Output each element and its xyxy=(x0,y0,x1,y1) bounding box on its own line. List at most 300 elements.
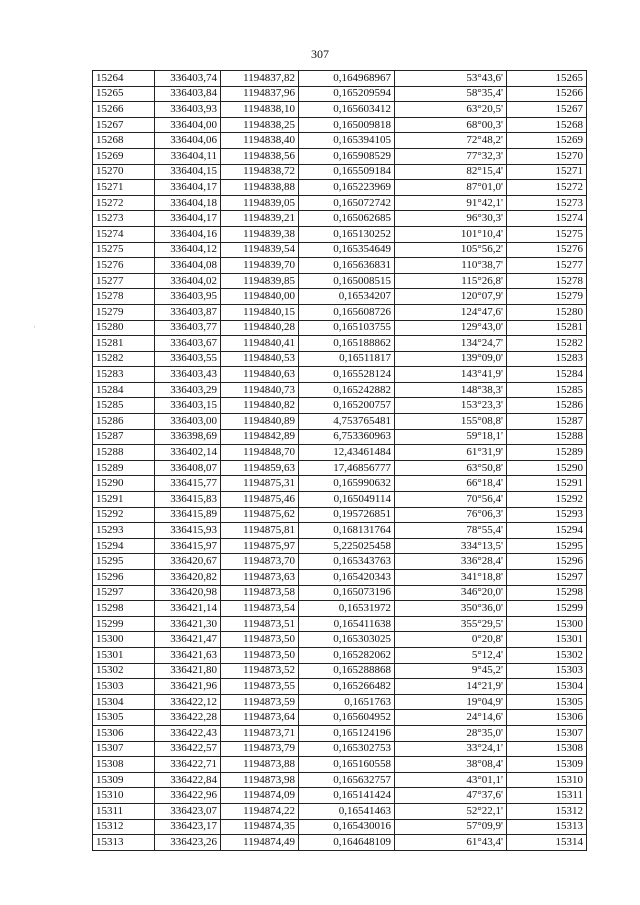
x-coordinate-cell: 336403,87 xyxy=(155,304,221,320)
x-coordinate-cell: 336408,07 xyxy=(155,460,221,476)
table-row xyxy=(93,445,587,461)
table-row xyxy=(93,835,587,851)
direction-angle-cell: 110°38,7' xyxy=(395,258,507,274)
table-row xyxy=(93,803,587,819)
next-point-number-cell: 15286 xyxy=(507,398,587,414)
next-point-number-cell: 15267 xyxy=(507,102,587,118)
table-row xyxy=(93,180,587,196)
x-coordinate-cell: 336404,16 xyxy=(155,226,221,242)
direction-angle-cell: 124°47,6' xyxy=(395,304,507,320)
distance-cell: 0,165009818 xyxy=(299,117,395,133)
x-coordinate-cell: 336415,93 xyxy=(155,523,221,539)
table-row xyxy=(93,460,587,476)
distance-cell: 0,165103755 xyxy=(299,320,395,336)
direction-angle-cell: 82°15,4' xyxy=(395,164,507,180)
point-number-cell: 15265 xyxy=(93,86,155,102)
direction-angle-cell: 334°13,5' xyxy=(395,538,507,554)
point-number-cell: 15286 xyxy=(93,414,155,430)
next-point-number-cell: 15276 xyxy=(507,242,587,258)
table-row xyxy=(93,772,587,788)
point-number-cell: 15275 xyxy=(93,242,155,258)
y-coordinate-cell: 1194837,82 xyxy=(221,71,299,87)
direction-angle-cell: 155°08,8' xyxy=(395,414,507,430)
point-number-cell: 15310 xyxy=(93,788,155,804)
next-point-number-cell: 15285 xyxy=(507,382,587,398)
next-point-number-cell: 15277 xyxy=(507,258,587,274)
direction-angle-cell: 9°45,2' xyxy=(395,663,507,679)
x-coordinate-cell: 336422,96 xyxy=(155,788,221,804)
next-point-number-cell: 15302 xyxy=(507,647,587,663)
table-body xyxy=(93,71,587,851)
point-number-cell: 15294 xyxy=(93,538,155,554)
x-coordinate-cell: 336403,00 xyxy=(155,414,221,430)
point-number-cell: 15287 xyxy=(93,429,155,445)
direction-angle-cell: 153°23,3' xyxy=(395,398,507,414)
table-row xyxy=(93,336,587,352)
next-point-number-cell: 15307 xyxy=(507,725,587,741)
next-point-number-cell: 15266 xyxy=(507,86,587,102)
y-coordinate-cell: 1194873,51 xyxy=(221,616,299,632)
table-row xyxy=(93,86,587,102)
table-row xyxy=(93,632,587,648)
x-coordinate-cell: 336421,63 xyxy=(155,647,221,663)
x-coordinate-cell: 336404,11 xyxy=(155,148,221,164)
direction-angle-cell: 105°56,2' xyxy=(395,242,507,258)
table-row xyxy=(93,694,587,710)
next-point-number-cell: 15265 xyxy=(507,71,587,87)
distance-cell: 0,165302753 xyxy=(299,741,395,757)
point-number-cell: 15282 xyxy=(93,351,155,367)
x-coordinate-cell: 336415,97 xyxy=(155,538,221,554)
y-coordinate-cell: 1194875,97 xyxy=(221,538,299,554)
table-row xyxy=(93,757,587,773)
table-row xyxy=(93,164,587,180)
x-coordinate-cell: 336398,69 xyxy=(155,429,221,445)
next-point-number-cell: 15268 xyxy=(507,117,587,133)
next-point-number-cell: 15304 xyxy=(507,679,587,695)
y-coordinate-cell: 1194873,98 xyxy=(221,772,299,788)
direction-angle-cell: 77°32,3' xyxy=(395,148,507,164)
table-row xyxy=(93,492,587,508)
x-coordinate-cell: 336422,12 xyxy=(155,694,221,710)
x-coordinate-cell: 336403,74 xyxy=(155,71,221,87)
point-number-cell: 15278 xyxy=(93,289,155,305)
direction-angle-cell: 134°24,7' xyxy=(395,336,507,352)
point-number-cell: 15289 xyxy=(93,460,155,476)
x-coordinate-cell: 336420,98 xyxy=(155,585,221,601)
next-point-number-cell: 15278 xyxy=(507,273,587,289)
next-point-number-cell: 15270 xyxy=(507,148,587,164)
point-number-cell: 15306 xyxy=(93,725,155,741)
x-coordinate-cell: 336421,30 xyxy=(155,616,221,632)
table-row xyxy=(93,476,587,492)
distance-cell: 0,165072742 xyxy=(299,195,395,211)
point-number-cell: 15264 xyxy=(93,71,155,87)
table-row xyxy=(93,554,587,570)
x-coordinate-cell: 336403,67 xyxy=(155,336,221,352)
y-coordinate-cell: 1194838,88 xyxy=(221,180,299,196)
x-coordinate-cell: 336403,29 xyxy=(155,382,221,398)
distance-cell: 0,164648109 xyxy=(299,835,395,851)
next-point-number-cell: 15271 xyxy=(507,164,587,180)
direction-angle-cell: 72°48,2' xyxy=(395,133,507,149)
point-number-cell: 15300 xyxy=(93,632,155,648)
x-coordinate-cell: 336404,17 xyxy=(155,211,221,227)
table-row xyxy=(93,398,587,414)
distance-cell: 0,16541463 xyxy=(299,803,395,819)
table-row xyxy=(93,117,587,133)
point-number-cell: 15269 xyxy=(93,148,155,164)
y-coordinate-cell: 1194840,53 xyxy=(221,351,299,367)
table-row xyxy=(93,710,587,726)
page-number: 307 xyxy=(311,47,329,61)
direction-angle-cell: 38°08,4' xyxy=(395,757,507,773)
y-coordinate-cell: 1194873,71 xyxy=(221,725,299,741)
x-coordinate-cell: 336404,00 xyxy=(155,117,221,133)
table-row xyxy=(93,741,587,757)
table-row xyxy=(93,148,587,164)
direction-angle-cell: 96°30,3' xyxy=(395,211,507,227)
direction-angle-cell: 5°12,4' xyxy=(395,647,507,663)
table-row xyxy=(93,133,587,149)
next-point-number-cell: 15289 xyxy=(507,445,587,461)
distance-cell: 0,165632757 xyxy=(299,772,395,788)
point-number-cell: 15277 xyxy=(93,273,155,289)
distance-cell: 0,165603412 xyxy=(299,102,395,118)
x-coordinate-cell: 336403,43 xyxy=(155,367,221,383)
point-number-cell: 15276 xyxy=(93,258,155,274)
x-coordinate-cell: 336423,26 xyxy=(155,835,221,851)
table-row xyxy=(93,102,587,118)
y-coordinate-cell: 1194839,05 xyxy=(221,195,299,211)
table-row xyxy=(93,382,587,398)
table-row xyxy=(93,211,587,227)
point-number-cell: 15293 xyxy=(93,523,155,539)
margin-mark: · xyxy=(33,322,36,332)
next-point-number-cell: 15311 xyxy=(507,788,587,804)
point-number-cell: 15279 xyxy=(93,304,155,320)
next-point-number-cell: 15275 xyxy=(507,226,587,242)
y-coordinate-cell: 1194873,64 xyxy=(221,710,299,726)
x-coordinate-cell: 336423,07 xyxy=(155,803,221,819)
point-number-cell: 15313 xyxy=(93,835,155,851)
distance-cell: 4,753765481 xyxy=(299,414,395,430)
table-row xyxy=(93,226,587,242)
y-coordinate-cell: 1194873,55 xyxy=(221,679,299,695)
next-point-number-cell: 15292 xyxy=(507,492,587,508)
distance-cell: 0,168131764 xyxy=(299,523,395,539)
x-coordinate-cell: 336420,67 xyxy=(155,554,221,570)
point-number-cell: 15283 xyxy=(93,367,155,383)
x-coordinate-cell: 336404,08 xyxy=(155,258,221,274)
direction-angle-cell: 61°43,4' xyxy=(395,835,507,851)
distance-cell: 0,165420343 xyxy=(299,570,395,586)
point-number-cell: 15303 xyxy=(93,679,155,695)
point-number-cell: 15274 xyxy=(93,226,155,242)
point-number-cell: 15305 xyxy=(93,710,155,726)
next-point-number-cell: 15279 xyxy=(507,289,587,305)
next-point-number-cell: 15314 xyxy=(507,835,587,851)
distance-cell: 0,165528124 xyxy=(299,367,395,383)
direction-angle-cell: 0°20,8' xyxy=(395,632,507,648)
x-coordinate-cell: 336403,55 xyxy=(155,351,221,367)
distance-cell: 0,16531972 xyxy=(299,601,395,617)
direction-angle-cell: 355°29,5' xyxy=(395,616,507,632)
next-point-number-cell: 15283 xyxy=(507,351,587,367)
y-coordinate-cell: 1194874,49 xyxy=(221,835,299,851)
x-coordinate-cell: 336422,43 xyxy=(155,725,221,741)
distance-cell: 0,165908529 xyxy=(299,148,395,164)
distance-cell: 0,195726851 xyxy=(299,507,395,523)
direction-angle-cell: 341°18,8' xyxy=(395,570,507,586)
x-coordinate-cell: 336402,14 xyxy=(155,445,221,461)
next-point-number-cell: 15282 xyxy=(507,336,587,352)
next-point-number-cell: 15312 xyxy=(507,803,587,819)
table-row xyxy=(93,570,587,586)
point-number-cell: 15270 xyxy=(93,164,155,180)
y-coordinate-cell: 1194838,25 xyxy=(221,117,299,133)
point-number-cell: 15291 xyxy=(93,492,155,508)
direction-angle-cell: 59°18,1' xyxy=(395,429,507,445)
distance-cell: 0,165990632 xyxy=(299,476,395,492)
direction-angle-cell: 76°06,3' xyxy=(395,507,507,523)
table-row xyxy=(93,585,587,601)
x-coordinate-cell: 336404,18 xyxy=(155,195,221,211)
direction-angle-cell: 47°37,6' xyxy=(395,788,507,804)
distance-cell: 0,165073196 xyxy=(299,585,395,601)
distance-cell: 0,165049114 xyxy=(299,492,395,508)
point-number-cell: 15266 xyxy=(93,102,155,118)
x-coordinate-cell: 336422,57 xyxy=(155,741,221,757)
next-point-number-cell: 15284 xyxy=(507,367,587,383)
point-number-cell: 15304 xyxy=(93,694,155,710)
point-number-cell: 15296 xyxy=(93,570,155,586)
y-coordinate-cell: 1194838,40 xyxy=(221,133,299,149)
table-row xyxy=(93,242,587,258)
table-row xyxy=(93,273,587,289)
distance-cell: 0,164968967 xyxy=(299,71,395,87)
table-row xyxy=(93,367,587,383)
direction-angle-cell: 101°10,4' xyxy=(395,226,507,242)
direction-angle-cell: 350°36,0' xyxy=(395,601,507,617)
distance-cell: 0,165242882 xyxy=(299,382,395,398)
direction-angle-cell: 19°04,9' xyxy=(395,694,507,710)
next-point-number-cell: 15308 xyxy=(507,741,587,757)
direction-angle-cell: 78°55,4' xyxy=(395,523,507,539)
direction-angle-cell: 148°38,3' xyxy=(395,382,507,398)
distance-cell: 0,165209594 xyxy=(299,86,395,102)
y-coordinate-cell: 1194840,89 xyxy=(221,414,299,430)
table-row xyxy=(93,414,587,430)
y-coordinate-cell: 1194874,09 xyxy=(221,788,299,804)
table-row xyxy=(93,351,587,367)
y-coordinate-cell: 1194842,89 xyxy=(221,429,299,445)
direction-angle-cell: 129°43,0' xyxy=(395,320,507,336)
next-point-number-cell: 15298 xyxy=(507,585,587,601)
y-coordinate-cell: 1194838,10 xyxy=(221,102,299,118)
distance-cell: 6,753360963 xyxy=(299,429,395,445)
y-coordinate-cell: 1194840,41 xyxy=(221,336,299,352)
next-point-number-cell: 15296 xyxy=(507,554,587,570)
distance-cell: 0,165141424 xyxy=(299,788,395,804)
table-row xyxy=(93,71,587,87)
distance-cell: 0,165200757 xyxy=(299,398,395,414)
point-number-cell: 15301 xyxy=(93,647,155,663)
distance-cell: 0,165604952 xyxy=(299,710,395,726)
x-coordinate-cell: 336415,89 xyxy=(155,507,221,523)
y-coordinate-cell: 1194840,15 xyxy=(221,304,299,320)
distance-cell: 0,165343763 xyxy=(299,554,395,570)
next-point-number-cell: 15272 xyxy=(507,180,587,196)
next-point-number-cell: 15273 xyxy=(507,195,587,211)
next-point-number-cell: 15313 xyxy=(507,819,587,835)
direction-angle-cell: 57°09,9' xyxy=(395,819,507,835)
point-number-cell: 15288 xyxy=(93,445,155,461)
y-coordinate-cell: 1194859,63 xyxy=(221,460,299,476)
y-coordinate-cell: 1194848,70 xyxy=(221,445,299,461)
y-coordinate-cell: 1194873,79 xyxy=(221,741,299,757)
point-number-cell: 15281 xyxy=(93,336,155,352)
direction-angle-cell: 63°50,8' xyxy=(395,460,507,476)
point-number-cell: 15271 xyxy=(93,180,155,196)
table-row xyxy=(93,258,587,274)
table-row xyxy=(93,304,587,320)
x-coordinate-cell: 336404,17 xyxy=(155,180,221,196)
next-point-number-cell: 15287 xyxy=(507,414,587,430)
table-row xyxy=(93,538,587,554)
distance-cell: 0,165266482 xyxy=(299,679,395,695)
direction-angle-cell: 61°31,9' xyxy=(395,445,507,461)
point-number-cell: 15292 xyxy=(93,507,155,523)
distance-cell: 0,16511817 xyxy=(299,351,395,367)
x-coordinate-cell: 336415,83 xyxy=(155,492,221,508)
point-number-cell: 15299 xyxy=(93,616,155,632)
y-coordinate-cell: 1194840,00 xyxy=(221,289,299,305)
direction-angle-cell: 43°01,1' xyxy=(395,772,507,788)
direction-angle-cell: 70°56,4' xyxy=(395,492,507,508)
distance-cell: 12,43461484 xyxy=(299,445,395,461)
x-coordinate-cell: 336421,80 xyxy=(155,663,221,679)
point-number-cell: 15311 xyxy=(93,803,155,819)
distance-cell: 0,165062685 xyxy=(299,211,395,227)
table-row xyxy=(93,320,587,336)
distance-cell: 0,165130252 xyxy=(299,226,395,242)
next-point-number-cell: 15291 xyxy=(507,476,587,492)
distance-cell: 5,225025458 xyxy=(299,538,395,554)
point-number-cell: 15307 xyxy=(93,741,155,757)
next-point-number-cell: 15309 xyxy=(507,757,587,773)
next-point-number-cell: 15306 xyxy=(507,710,587,726)
direction-angle-cell: 139°09,0' xyxy=(395,351,507,367)
distance-cell: 0,165008515 xyxy=(299,273,395,289)
x-coordinate-cell: 336422,84 xyxy=(155,772,221,788)
direction-angle-cell: 336°28,4' xyxy=(395,554,507,570)
point-number-cell: 15297 xyxy=(93,585,155,601)
y-coordinate-cell: 1194839,54 xyxy=(221,242,299,258)
distance-cell: 0,165411638 xyxy=(299,616,395,632)
next-point-number-cell: 15310 xyxy=(507,772,587,788)
x-coordinate-cell: 336404,12 xyxy=(155,242,221,258)
y-coordinate-cell: 1194839,85 xyxy=(221,273,299,289)
next-point-number-cell: 15288 xyxy=(507,429,587,445)
y-coordinate-cell: 1194873,54 xyxy=(221,601,299,617)
next-point-number-cell: 15305 xyxy=(507,694,587,710)
y-coordinate-cell: 1194839,21 xyxy=(221,211,299,227)
direction-angle-cell: 24°14,6' xyxy=(395,710,507,726)
next-point-number-cell: 15303 xyxy=(507,663,587,679)
next-point-number-cell: 15293 xyxy=(507,507,587,523)
x-coordinate-cell: 336403,15 xyxy=(155,398,221,414)
distance-cell: 0,165430016 xyxy=(299,819,395,835)
distance-cell: 0,165303025 xyxy=(299,632,395,648)
y-coordinate-cell: 1194873,52 xyxy=(221,663,299,679)
x-coordinate-cell: 336403,84 xyxy=(155,86,221,102)
next-point-number-cell: 15297 xyxy=(507,570,587,586)
table-row xyxy=(93,679,587,695)
direction-angle-cell: 14°21,9' xyxy=(395,679,507,695)
distance-cell: 0,165608726 xyxy=(299,304,395,320)
distance-cell: 0,165636831 xyxy=(299,258,395,274)
table-row xyxy=(93,195,587,211)
point-number-cell: 15295 xyxy=(93,554,155,570)
x-coordinate-cell: 336415,77 xyxy=(155,476,221,492)
next-point-number-cell: 15280 xyxy=(507,304,587,320)
y-coordinate-cell: 1194873,58 xyxy=(221,585,299,601)
distance-cell: 0,165509184 xyxy=(299,164,395,180)
distance-cell: 0,16534207 xyxy=(299,289,395,305)
y-coordinate-cell: 1194875,62 xyxy=(221,507,299,523)
direction-angle-cell: 33°24,1' xyxy=(395,741,507,757)
y-coordinate-cell: 1194875,81 xyxy=(221,523,299,539)
point-number-cell: 15290 xyxy=(93,476,155,492)
y-coordinate-cell: 1194839,70 xyxy=(221,258,299,274)
table-row xyxy=(93,507,587,523)
distance-cell: 0,165394105 xyxy=(299,133,395,149)
next-point-number-cell: 15295 xyxy=(507,538,587,554)
x-coordinate-cell: 336420,82 xyxy=(155,570,221,586)
next-point-number-cell: 15301 xyxy=(507,632,587,648)
y-coordinate-cell: 1194840,73 xyxy=(221,382,299,398)
y-coordinate-cell: 1194873,59 xyxy=(221,694,299,710)
table-row xyxy=(93,788,587,804)
y-coordinate-cell: 1194875,46 xyxy=(221,492,299,508)
point-number-cell: 15268 xyxy=(93,133,155,149)
table-row xyxy=(93,647,587,663)
point-number-cell: 15308 xyxy=(93,757,155,773)
point-number-cell: 15312 xyxy=(93,819,155,835)
point-number-cell: 15298 xyxy=(93,601,155,617)
direction-angle-cell: 115°26,8' xyxy=(395,273,507,289)
next-point-number-cell: 15300 xyxy=(507,616,587,632)
next-point-number-cell: 15299 xyxy=(507,601,587,617)
table-row xyxy=(93,616,587,632)
distance-cell: 0,165282062 xyxy=(299,647,395,663)
distance-cell: 0,165288868 xyxy=(299,663,395,679)
direction-angle-cell: 68°00,3' xyxy=(395,117,507,133)
next-point-number-cell: 15290 xyxy=(507,460,587,476)
point-number-cell: 15285 xyxy=(93,398,155,414)
point-number-cell: 15267 xyxy=(93,117,155,133)
point-number-cell: 15309 xyxy=(93,772,155,788)
distance-cell: 0,165354649 xyxy=(299,242,395,258)
table-row xyxy=(93,725,587,741)
direction-angle-cell: 66°18,4' xyxy=(395,476,507,492)
y-coordinate-cell: 1194875,31 xyxy=(221,476,299,492)
distance-cell: 0,165124196 xyxy=(299,725,395,741)
y-coordinate-cell: 1194840,82 xyxy=(221,398,299,414)
direction-angle-cell: 120°07,9' xyxy=(395,289,507,305)
table-row xyxy=(93,289,587,305)
